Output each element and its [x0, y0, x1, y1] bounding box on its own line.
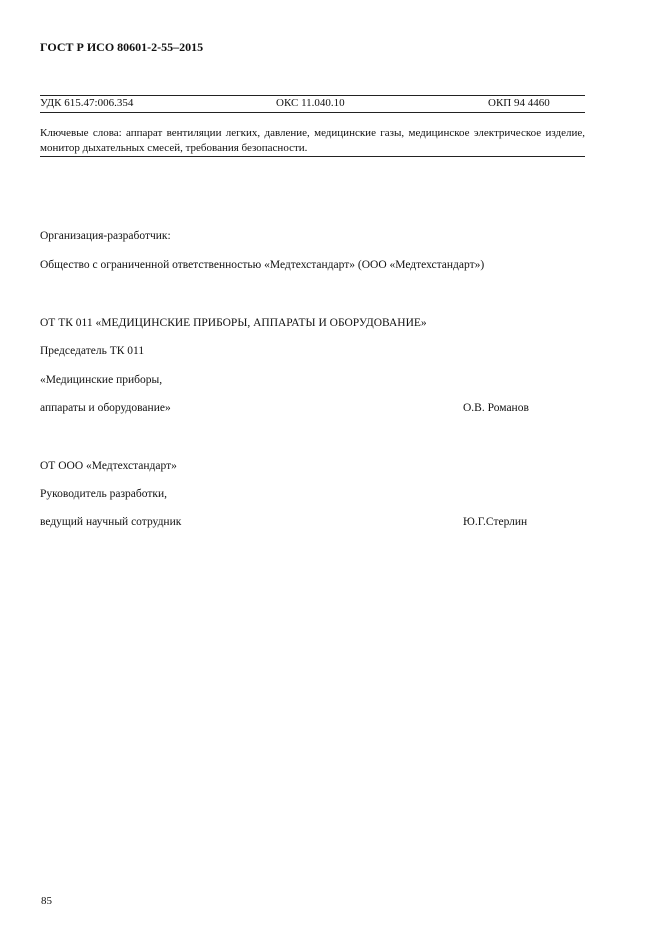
oks-code: ОКС 11.040.10 [276, 97, 345, 109]
udk-code: УДК 615.47:006.354 [40, 97, 134, 109]
tk-chair-line: Председатель ТК 011 [40, 345, 145, 357]
okp-code: ОКП 94 4460 [488, 97, 550, 109]
top-divider [40, 95, 585, 96]
tk-heading: ОТ ТК 011 «МЕДИЦИНСКИЕ ПРИБОРЫ, АППАРАТЫ И ОБОРУДОВАНИЕ» [40, 317, 427, 329]
keywords-paragraph: Ключевые слова: аппарат вентиляции легких, давление, медицинские газы, медицинское электрическое изделие, монитор дыхательных смесей, требования безопасности. [40, 127, 585, 154]
tk-name-line: «Медицинские приборы, [40, 374, 163, 386]
ooo-signer: Ю.Г.Стерлин [463, 516, 528, 528]
codes-divider [40, 112, 585, 113]
developer-name: Общество с ограниченной ответственностью «Медтехстандарт» (ООО «Медтехстандарт») [40, 259, 485, 271]
tk-signer: О.В. Романов [463, 402, 529, 414]
ooo-role-line: Руководитель разработки, [40, 488, 168, 500]
ooo-heading: ОТ ООО «Медтехстандарт» [40, 460, 177, 472]
standard-title: ГОСТ Р ИСО 80601-2-55–2015 [40, 40, 204, 54]
page-number: 85 [41, 895, 52, 907]
bottom-divider [40, 156, 585, 157]
developer-heading: Организация-разработчик: [40, 230, 171, 242]
tk-name-line-2: аппараты и оборудование» [40, 402, 171, 414]
ooo-role-line-2: ведущий научный сотрудник [40, 516, 182, 528]
